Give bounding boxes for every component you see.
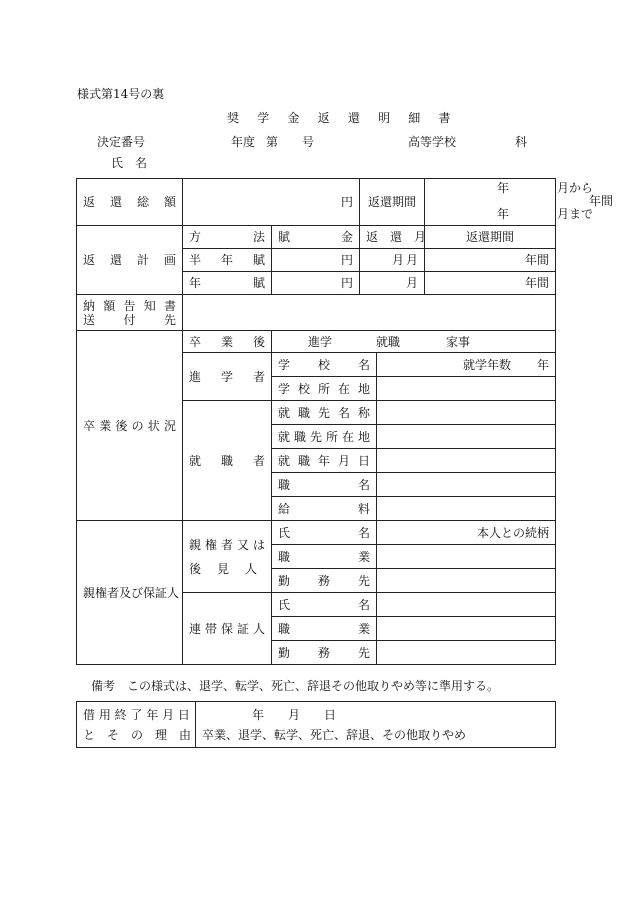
main-table bbox=[76, 178, 614, 665]
plan-method-header: 方 法 bbox=[183, 226, 272, 249]
notice-line-1: 納 額 告 知 書 bbox=[83, 298, 176, 313]
name-label: 氏 名 bbox=[111, 156, 148, 170]
option-kaji: 家事 bbox=[446, 334, 471, 349]
after-graduation-label: 卒 業 後 の 状 況 bbox=[77, 331, 183, 521]
period-month-from: 月から bbox=[557, 181, 594, 195]
option-shingaku: 進学 bbox=[308, 334, 333, 349]
guardian-section-label: 親権者及び保証人 bbox=[77, 521, 183, 665]
guarantor-name-label: 氏 名 bbox=[272, 593, 377, 617]
employer-name-label: 就 職 先 名 称 bbox=[272, 401, 377, 425]
annual-years: 年間 bbox=[425, 272, 556, 295]
loan-end-label-1: 借 用 終 了 年 月 日 bbox=[83, 707, 190, 722]
years-unit: 年 bbox=[537, 357, 550, 372]
semiannual-months bbox=[360, 249, 425, 272]
guarantor-occupation-value bbox=[377, 617, 556, 641]
total-amount-yen: 円 bbox=[183, 179, 360, 226]
notice-destination-value bbox=[183, 295, 556, 331]
semiannual-label: 半 年 賦 bbox=[183, 249, 272, 272]
guardian-occupation-value bbox=[377, 545, 556, 569]
nendo-label: 年度 bbox=[231, 135, 256, 149]
fu-label: 賦 bbox=[278, 230, 291, 244]
period-year-2: 年 bbox=[497, 207, 510, 221]
annual-label: 年 賦 bbox=[183, 272, 272, 295]
employer-address-value bbox=[377, 425, 556, 449]
decision-number-label: 決定番号 bbox=[97, 135, 146, 149]
guarantor-workplace-label: 勤 務 先 bbox=[272, 641, 377, 665]
bottom-table bbox=[76, 701, 556, 748]
month-2: 月 bbox=[406, 253, 419, 267]
kin-label: 金 bbox=[341, 230, 354, 244]
repayment-plan-label: 返 還 計 画 bbox=[77, 226, 183, 295]
loan-end-label bbox=[77, 702, 196, 748]
period-year-1: 年 bbox=[497, 181, 510, 195]
loan-end-reasons: 卒業、退学、転学、死亡、辞退、その他取りやめ bbox=[202, 727, 467, 742]
after-graduation-options bbox=[272, 331, 556, 353]
employment-date-value bbox=[377, 449, 556, 473]
guarantor-name-value bbox=[377, 593, 556, 617]
years-of-study bbox=[377, 353, 556, 377]
guarantor-occupation-label: 職 業 bbox=[272, 617, 377, 641]
go-label: 号 bbox=[302, 135, 315, 149]
guardian-label-1: 親 権 者 又 は bbox=[189, 537, 265, 552]
job-title-label: 職 名 bbox=[272, 473, 377, 497]
loan-end-value bbox=[196, 702, 556, 748]
option-shushoku: 就職 bbox=[376, 334, 401, 349]
high-school-label: 高等学校 bbox=[408, 135, 457, 149]
school-address-value bbox=[377, 377, 556, 401]
guardian-workplace-label: 勤 務 先 bbox=[272, 569, 377, 593]
further-study-label: 進 学 者 bbox=[183, 353, 272, 401]
repayment-period-value bbox=[425, 179, 614, 226]
guardian-name-label: 氏 名 bbox=[272, 521, 377, 545]
guarantor-label: 連 帯 保 証 人 bbox=[183, 593, 272, 665]
dai-label: 第 bbox=[266, 135, 279, 149]
employed-label: 就 職 者 bbox=[183, 401, 272, 521]
repayment-period-label: 返還期間 bbox=[360, 179, 425, 226]
form-label: 様式第14号の裏 bbox=[77, 87, 165, 101]
salary-value bbox=[377, 497, 556, 521]
period-month-until: 月まで bbox=[557, 207, 594, 221]
document-title: 奨 学 金 返 還 明 細 書 bbox=[227, 111, 458, 125]
annual-yen: 円 bbox=[272, 272, 360, 295]
note-text: 備考 この様式は、退学、転学、死亡、辞退その他取りやめ等に準用する。 bbox=[91, 679, 500, 693]
after-graduation-sub: 卒 業 後 bbox=[183, 331, 272, 353]
years-of-study-label: 就学年数 bbox=[463, 357, 512, 372]
plan-period-header: 返還期間 bbox=[425, 226, 556, 249]
guardian-relationship: 本人との続柄 bbox=[377, 521, 556, 545]
guardian-label bbox=[183, 521, 272, 593]
guarantor-workplace-value bbox=[377, 641, 556, 665]
guardian-occupation-label: 職 業 bbox=[272, 545, 377, 569]
employer-name-value bbox=[377, 401, 556, 425]
semiannual-yen: 円 bbox=[272, 249, 360, 272]
plan-month-header: 返 還 月 bbox=[360, 226, 425, 249]
salary-label: 給 料 bbox=[272, 497, 377, 521]
school-name-label: 学 校 名 bbox=[272, 353, 377, 377]
guardian-label-2: 後 見 人 bbox=[189, 561, 257, 576]
month-1: 月 bbox=[392, 253, 405, 267]
school-address-label: 学 校 所 在 地 bbox=[272, 377, 377, 401]
notice-destination-label bbox=[77, 295, 183, 331]
ka-label: 科 bbox=[515, 135, 528, 149]
semiannual-years: 年間 bbox=[425, 249, 556, 272]
plan-installment-header bbox=[272, 226, 360, 249]
notice-line-2: 送 付 先 bbox=[83, 312, 176, 327]
period-years-count: 年間 bbox=[589, 194, 614, 208]
loan-end-date: 年 月 日 bbox=[252, 707, 337, 722]
total-amount-label: 返 還 総 額 bbox=[77, 179, 183, 226]
guardian-workplace-value bbox=[377, 569, 556, 593]
employment-date-label: 就 職 年 月 日 bbox=[272, 449, 377, 473]
loan-end-label-2: と そ の 理 由 bbox=[83, 727, 192, 742]
employer-address-label: 就 職 先 所 在 地 bbox=[272, 425, 377, 449]
job-title-value bbox=[377, 473, 556, 497]
annual-month: 月 bbox=[360, 272, 425, 295]
